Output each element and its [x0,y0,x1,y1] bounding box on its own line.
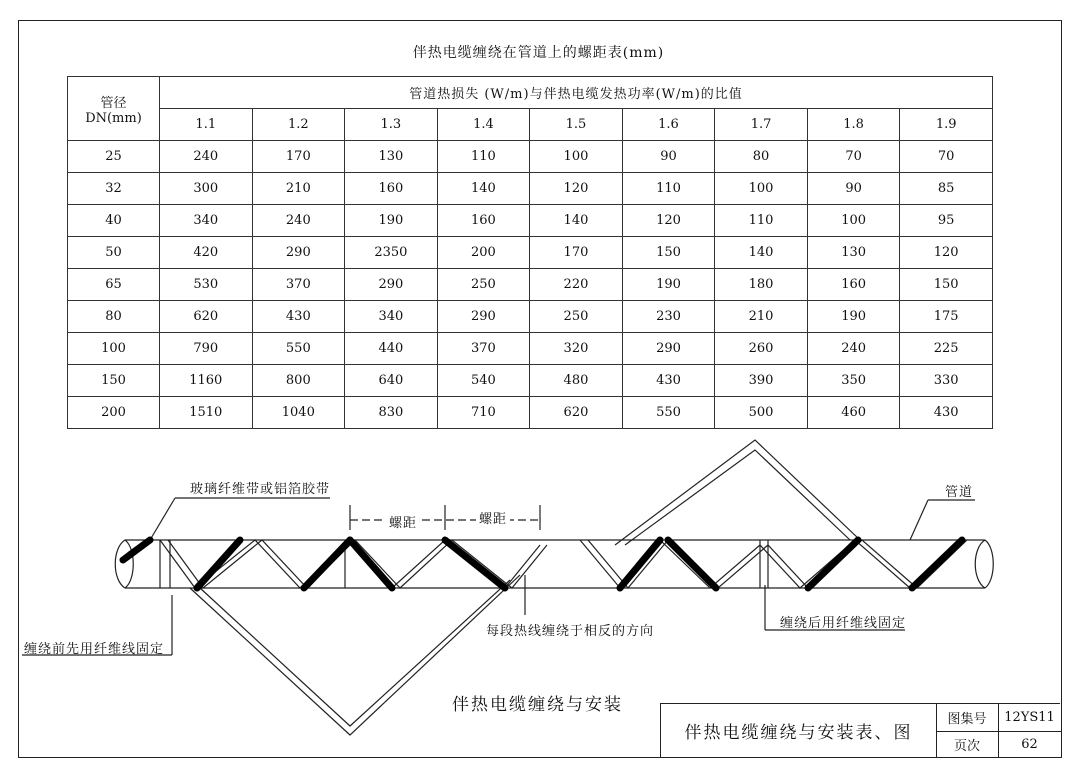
label-before: 缠绕前先用纤维线固定 [24,642,165,657]
pitch-value-cell: 150 [622,237,715,269]
pipe-diameter-cell: 80 [68,301,160,333]
pitch-value-cell: 1510 [160,397,253,429]
pipe-diameter-cell: 200 [68,397,160,429]
pitch-value-cell: 230 [622,301,715,333]
pitch-value-cell: 2350 [345,237,438,269]
pitch-value-cell: 190 [345,205,438,237]
pitch-value-cell: 550 [252,333,345,365]
pitch-value-cell: 430 [900,397,993,429]
pitch-value-cell: 340 [345,301,438,333]
pitch-value-cell: 290 [622,333,715,365]
pipe-diameter-cell: 40 [68,205,160,237]
pitch-value-cell: 110 [715,205,808,237]
ratio-cell: 1.6 [622,109,715,141]
pipe-header-line1: 管径 [100,95,127,111]
pitch-value-cell: 430 [622,365,715,397]
pitch-value-cell: 620 [160,301,253,333]
pipe-diameter-cell: 150 [68,365,160,397]
pitch-value-cell: 290 [252,237,345,269]
pipe-diameter-cell: 65 [68,269,160,301]
pitch-value-cell: 540 [437,365,530,397]
pitch-value-cell: 200 [437,237,530,269]
pitch-value-cell: 100 [530,141,623,173]
pitch-value-cell: 240 [807,333,900,365]
atlas-label: 图集号 [936,704,999,732]
pitch-value-cell: 225 [900,333,993,365]
drawing-name: 伴热电缆缠绕与安装表、图 [661,704,937,757]
pitch-value-cell: 120 [900,237,993,269]
label-after: 缠绕后用纤维线固定 [780,616,907,631]
pitch-value-cell: 830 [345,397,438,429]
pitch-value-cell: 170 [252,141,345,173]
pitch-value-cell: 130 [345,141,438,173]
pitch-value-cell: 150 [900,269,993,301]
pitch-value-cell: 260 [715,333,808,365]
pitch-value-cell: 130 [807,237,900,269]
pitch-value-cell: 140 [715,237,808,269]
ratio-cell: 1.5 [530,109,623,141]
label-opposite: 每段热线缠绕于相反的方向 [486,624,655,639]
pitch-value-cell: 330 [900,365,993,397]
pitch-value-cell: 210 [715,301,808,333]
pitch-value-cell: 480 [530,365,623,397]
pitch-value-cell: 175 [900,301,993,333]
pitch-value-cell: 300 [160,173,253,205]
pitch-value-cell: 370 [252,269,345,301]
pitch-value-cell: 140 [437,173,530,205]
pitch-value-cell: 110 [622,173,715,205]
pipe-diameter-cell: 25 [68,141,160,173]
pitch-value-cell: 90 [807,173,900,205]
pitch-value-cell: 640 [345,365,438,397]
pitch-value-cell: 180 [715,269,808,301]
pitch-value-cell: 500 [715,397,808,429]
pitch-value-cell: 320 [530,333,623,365]
cable-slack-upper [615,440,860,545]
pitch-value-cell: 340 [160,205,253,237]
pitch-value-cell: 160 [345,173,438,205]
pitch-value-cell: 85 [900,173,993,205]
pipe-diameter-cell: 32 [68,173,160,205]
diagram-caption: 伴热电缆缠绕与安装 [452,695,623,715]
pitch-value-cell: 790 [160,333,253,365]
pitch-value-cell: 70 [900,141,993,173]
tape-bands [123,540,962,588]
atlas-value: 12YS11 [998,704,1061,732]
pitch-value-cell: 1160 [160,365,253,397]
pitch-value-cell: 95 [900,205,993,237]
pipe-right-end [975,540,993,588]
pitch-value-cell: 70 [807,141,900,173]
pitch-value-cell: 460 [807,397,900,429]
pitch-value-cell: 290 [437,301,530,333]
pitch-value-cell: 160 [437,205,530,237]
pitch-value-cell: 290 [345,269,438,301]
pitch-value-cell: 160 [807,269,900,301]
pitch-value-cell: 240 [160,141,253,173]
ratio-cell: 1.1 [160,109,253,141]
ratio-header: 管道热损失 (W/m)与伴热电缆发热功率(W/m)的比值 [160,77,993,109]
ratio-cell: 1.4 [437,109,530,141]
title-block [660,703,1060,758]
pitch-value-cell: 120 [530,173,623,205]
ratio-cell: 1.2 [252,109,345,141]
pitch-value-cell: 210 [252,173,345,205]
pitch-value-cell: 190 [622,269,715,301]
pitch-value-cell: 440 [345,333,438,365]
pitch-value-cell: 190 [807,301,900,333]
pipe-diameter-cell: 100 [68,333,160,365]
pitch-value-cell: 240 [252,205,345,237]
pitch-value-cell: 140 [530,205,623,237]
pitch-value-cell: 250 [437,269,530,301]
pitch-value-cell: 620 [530,397,623,429]
page-value: 62 [1021,736,1038,752]
pitch-value-cell: 800 [252,365,345,397]
ratio-cell: 1.7 [715,109,808,141]
label-pitch-2: 螺距 [476,508,510,527]
pitch-value-cell: 710 [437,397,530,429]
pitch-value-cell: 100 [715,173,808,205]
pipe-diameter-cell: 50 [68,237,160,269]
ratio-cell: 1.9 [900,109,993,141]
pitch-value-cell: 420 [160,237,253,269]
pitch-value-cell: 430 [252,301,345,333]
pitch-value-cell: 1040 [252,397,345,429]
pitch-value-cell: 390 [715,365,808,397]
table-title: 伴热电缆缠绕在管道上的螺距表(mm) [412,45,665,61]
pitch-value-cell: 530 [160,269,253,301]
pitch-value-cell: 110 [437,141,530,173]
label-tape: 玻璃纤维带或铝箔胶带 [190,482,331,497]
pitch-value-cell: 370 [437,333,530,365]
pitch-value-cell: 90 [622,141,715,173]
label-pipe: 管道 [945,485,974,500]
ratio-cell: 1.8 [807,109,900,141]
pitch-value-cell: 100 [807,205,900,237]
pitch-value-cell: 550 [622,397,715,429]
pipe-header-line2: DN(mm) [85,110,142,126]
pitch-value-cell: 120 [622,205,715,237]
ratio-cell: 1.3 [345,109,438,141]
pitch-value-cell: 250 [530,301,623,333]
pipe-left-end [115,540,133,588]
pitch-value-cell: 170 [530,237,623,269]
pitch-value-cell: 80 [715,141,808,173]
pitch-value-cell: 220 [530,269,623,301]
label-pitch-1: 螺距 [386,512,420,531]
page-label: 页次 [936,731,999,757]
pitch-value-cell: 350 [807,365,900,397]
